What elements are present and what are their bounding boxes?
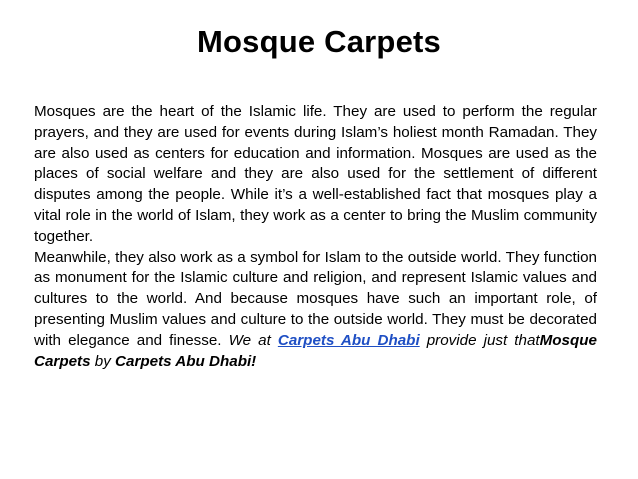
body-text — [34, 102, 597, 372]
bold-phrase: Mosque Carpets — [34, 331, 598, 370]
bold-closing: Carpets Abu Dhabi! — [115, 352, 257, 370]
paragraph-2-text: Meanwhile, they also work as a symbol for Islam to the outside world. They function as monument for the Islamic culture and religion, and represent Islamic values and cultures to the world. And because mosques have such an important role, of presenting Muslim values and culture to the outside world. They must be decorated with elegance and finesse. — [34, 248, 597, 349]
italic-mid: provide just that — [419, 331, 540, 349]
italic-by: by — [90, 352, 116, 370]
page-title: Mosque Carpets — [197, 24, 441, 59]
carpets-abu-dhabi-link[interactable]: Carpets Abu Dhabi — [277, 331, 420, 349]
paragraph-1: Mosques are the heart of the Islamic life. They are used to perform the regular prayers, and they are used for events during Islam’s holiest month Ramadan. They are also used as centers for education and information. Mosques are used as the places of social welfare and they are also used for the settlement of different disputes among the people. While it’s a well-established fact that mosques play a vital role in the world of Islam, they work as a center to bring the Muslim community together. — [34, 103, 597, 245]
italic-lead: We at — [228, 331, 278, 349]
paragraph-2 — [34, 248, 597, 373]
